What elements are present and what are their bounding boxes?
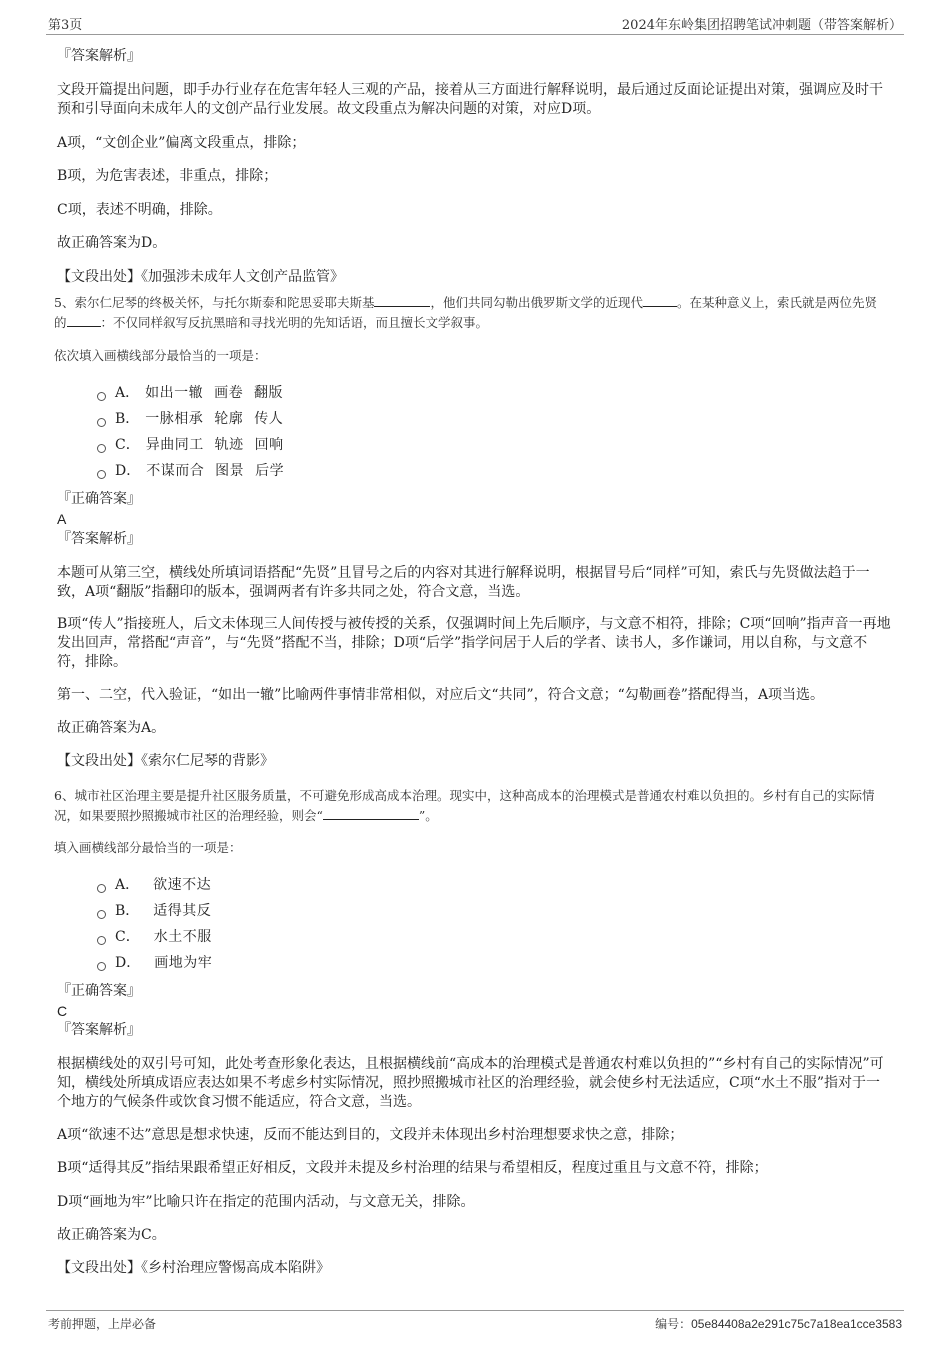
q6-option-d[interactable]: D． 画地为牢: [97, 954, 212, 972]
q6-option-c[interactable]: C． 水土不服: [97, 928, 212, 946]
q4-option-c-note: C项，表述不明确，排除。: [57, 202, 222, 218]
q5-option-a[interactable]: A． 如出一辙 画卷 翻版: [97, 384, 283, 402]
q5-source: 【文段出处】《索尔仁尼琴的背影》: [57, 753, 274, 769]
q6-option-a[interactable]: A． 欲速不达: [97, 876, 211, 894]
footer-slogan: 考前押题，上岸必备: [48, 1317, 157, 1331]
q5-stem: 5、索尔仁尼琴的终极关怀，与托尔斯泰和陀思妥耶夫斯基 ，他们共同勾勒出俄罗斯文学的近现代 。在某种意义上，索氏就是两位先贤的 ：不仅同样叙写反抗黑暗和寻找光明的先知话语，而且擅长文学叙事。: [54, 295, 877, 330]
q5-instruction: 依次填入画横线部分最恰当的一项是：: [54, 348, 267, 363]
blank-1: [323, 819, 419, 820]
q6-source: 【文段出处】《乡村治理应警惕高成本陷阱》: [57, 1260, 330, 1276]
q6-analysis-label: 『答案解析』: [57, 1022, 141, 1038]
page-header: [46, 12, 904, 35]
q5-option-b[interactable]: B． 一脉相承 轮廓 传人: [97, 410, 283, 428]
radio-icon[interactable]: [97, 418, 106, 427]
q5-option-d[interactable]: D． 不谋而合 图景 后学: [97, 462, 284, 480]
q6-correct-label: 『正确答案』: [57, 983, 141, 999]
radio-icon[interactable]: [97, 470, 106, 479]
document-title: 2024年东岭集团招聘笔试冲刺题（带答案解析）: [621, 18, 902, 33]
q4-analysis: 文段开篇提出问题，即手办行业存在危害年轻人三观的产品，接着从三方面进行解释说明，最后通过反面论证提出对策，强调应及时干预和引导面向未成年人的文创产品行业发展。故文段重点为解决问题的对策，对应D项。: [57, 82, 883, 117]
q6-correct-answer: C: [57, 1003, 68, 1019]
q5-analysis-label: 『答案解析』: [57, 531, 141, 547]
q5-option-c[interactable]: C． 异曲同工 轨迹 回响: [97, 436, 284, 454]
q6-stem: 6、城市社区治理主要是提升社区服务质量，不可避免形成高成本治理。现实中，这种高成本的治理模式是普通农村难以负担的。乡村有自己的实际情况，如果要照抄照搬城市社区的治理经验，则会“ ”。: [54, 788, 875, 823]
q6-option-b[interactable]: B． 适得其反: [97, 902, 211, 920]
document-code: 编号：05e84408a2e291c75c7a18ea1cce3583: [655, 1317, 902, 1331]
blank-2: [643, 306, 677, 307]
q6-analysis-4: D项“画地为牢”比喻只许在指定的范围内活动，与文意无关，排除。: [57, 1194, 475, 1210]
blank-1: [374, 306, 430, 307]
radio-icon[interactable]: [97, 936, 106, 945]
radio-icon[interactable]: [97, 444, 106, 453]
page-footer: [46, 1310, 904, 1337]
q6-analysis-1: 根据横线处的双引号可知，此处考查形象化表达，且根据横线前“高成本的治理模式是普通农村难以负担的”“乡村有自己的实际情况”可知，横线处所填成语应表达如果不考虑乡村实际情况，照抄照搬城市社区的治理经验，就会使乡村无法适应，C项“水土不服”指对于一个地方的气候条件或饮食习惯不能适应，符合文意，当选。: [57, 1056, 884, 1110]
q4-option-b-note: B项，为危害表述，非重点，排除；: [57, 168, 278, 184]
q5-analysis-1: 本题可从第三空，横线处所填词语搭配“先贤”且冒号之后的内容对其进行解释说明，根据冒号后“同样”可知，索氏与先贤做法趋于一致，A项“翻版”指翻印的版本，强调两者有许多共同之处，符合文意，当选。: [57, 565, 870, 600]
blank-3: [67, 326, 101, 327]
q5-conclusion: 故正确答案为A。: [57, 720, 166, 736]
radio-icon[interactable]: [97, 910, 106, 919]
q6-instruction: 填入画横线部分最恰当的一项是：: [54, 840, 242, 855]
q4-conclusion: 故正确答案为D。: [57, 235, 167, 251]
q5-analysis-2: B项“传人”指接班人，后文未体现三人间传授与被传授的关系，仅强调时间上先后顺序，与文意不相符，排除；C项“回响”指声音一再地发出回声，常搭配“声音”，与“先贤”搭配不当，排除；D项“后学”指学问居于人后的学者、读书人，多作谦词，用以自称，与文意不符，排除。: [57, 616, 891, 670]
radio-icon[interactable]: [97, 392, 106, 401]
radio-icon[interactable]: [97, 884, 106, 893]
q6-analysis-3: B项“适得其反”指结果跟希望正好相反，文段并未提及乡村治理的结果与希望相反，程度过重且与文意不符，排除；: [57, 1160, 768, 1176]
q4-source: 【文段出处】《加强涉未成年人文创产品监管》: [57, 269, 344, 285]
q5-analysis-3: 第一、二空，代入验证，“如出一辙”比喻两件事情非常相似，对应后文“共同”，符合文意；“勾勒画卷”搭配得当，A项当选。: [57, 687, 825, 703]
q4-option-a-note: A项，“文创企业”偏离文段重点，排除；: [57, 135, 306, 151]
radio-icon[interactable]: [97, 962, 106, 971]
q5-correct-label: 『正确答案』: [57, 491, 141, 507]
q6-analysis-2: A项“欲速不达”意思是想求快速，反而不能达到目的，文段并未体现出乡村治理想要求快之意，排除；: [57, 1127, 684, 1143]
q6-conclusion: 故正确答案为C。: [57, 1227, 166, 1243]
q5-correct-answer: A: [57, 511, 67, 527]
q4-analysis-label: 『答案解析』: [57, 48, 141, 64]
page-number: 第3页: [48, 18, 83, 33]
